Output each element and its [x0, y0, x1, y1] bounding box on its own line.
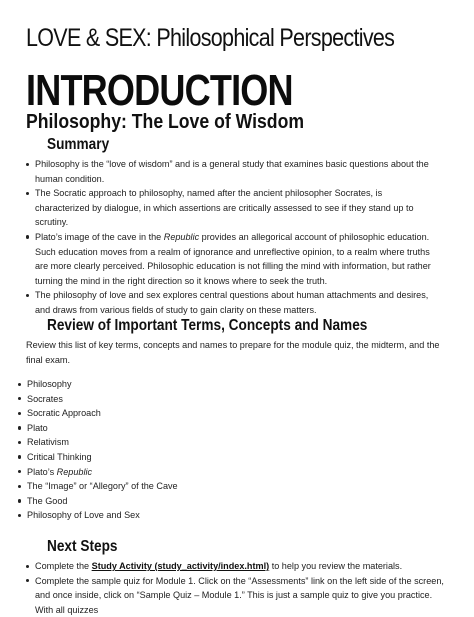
term: Critical Thinking — [27, 451, 92, 462]
list-item-text: to help you review the materials. — [269, 561, 403, 571]
book-title: Republic — [56, 466, 93, 477]
list-item — [18, 450, 438, 465]
term: The Good — [27, 495, 68, 506]
list-item-text: provides an allegorical account of philosophic education. Such education moves from a realm of ignorance and unreflective opinion, to a realm where truths are more clearly perceived. Philosophic education is not filling the mind with information, but rather turning the mind in the right direction so it knows where to seek the truth. — [35, 231, 431, 286]
document-title: LOVE & SEX: Philosophical Perspectives — [26, 24, 395, 52]
list-item — [18, 377, 438, 392]
term: Plato — [27, 422, 48, 433]
next-steps-list — [26, 559, 450, 617]
summary-heading: Summary — [47, 136, 110, 153]
list-item — [18, 479, 438, 494]
list-item — [18, 421, 438, 436]
list-item — [18, 392, 438, 407]
list-item — [26, 574, 450, 617]
list-item — [26, 157, 438, 186]
study-activity-link[interactable]: Study Activity (study_activity/index.html) — [91, 561, 270, 571]
list-item — [18, 435, 438, 450]
term: Philosophy of Love and Sex — [27, 510, 140, 521]
next-steps-heading: Next Steps — [47, 538, 118, 555]
list-item-text: Complete the — [35, 561, 92, 571]
term: Relativism — [27, 437, 69, 448]
list-item — [18, 465, 438, 480]
list-item — [18, 494, 438, 509]
term: Philosophy — [27, 379, 72, 389]
list-item-text: Philosophy is the “love of wisdom” and is a general study that examines basic questions about the human condition. — [35, 159, 429, 184]
term: The “Image” or “Allegory” of the Cave — [27, 481, 178, 492]
list-item — [26, 559, 450, 574]
list-item-text: The Socratic approach to philosophy, named after the ancient philosopher Socrates, is characterized by dialogue, in which assertions are critically assessed to see if they stand up to scrutiny. — [35, 188, 414, 228]
summary-list — [26, 157, 438, 318]
section-heading-introduction: INTRODUCTION — [26, 66, 293, 115]
terms-list — [18, 377, 438, 523]
list-item — [26, 288, 438, 317]
list-item — [26, 230, 438, 288]
term: Socrates — [27, 393, 63, 404]
review-heading: Review of Important Terms, Concepts and Names — [47, 317, 368, 334]
list-item-text: The philosophy of love and sex explores central questions about human attachments and desires, and draws from various fields of study to gain clarity on these matters. — [35, 290, 429, 315]
list-item — [18, 406, 438, 421]
book-title: Republic — [163, 231, 200, 242]
list-item — [18, 508, 438, 523]
section-subheading: Philosophy: The Love of Wisdom — [26, 110, 305, 133]
list-item-text: Plato’s image of the cave in the — [35, 231, 164, 242]
term: Plato’s — [27, 466, 57, 477]
list-item — [26, 186, 438, 230]
review-intro-text: Review this list of key terms, concepts and names to prepare for the module quiz, the midterm, and the final exam. — [26, 340, 440, 365]
list-item-text: Complete the sample quiz for Module 1. Click on the “Assessments” link on the left side of the screen, and once inside, click on “Sample Quiz – Module 1.” This is just a sample quiz to give you practice. With all quizzes — [35, 575, 444, 615]
term: Socratic Approach — [27, 408, 101, 419]
